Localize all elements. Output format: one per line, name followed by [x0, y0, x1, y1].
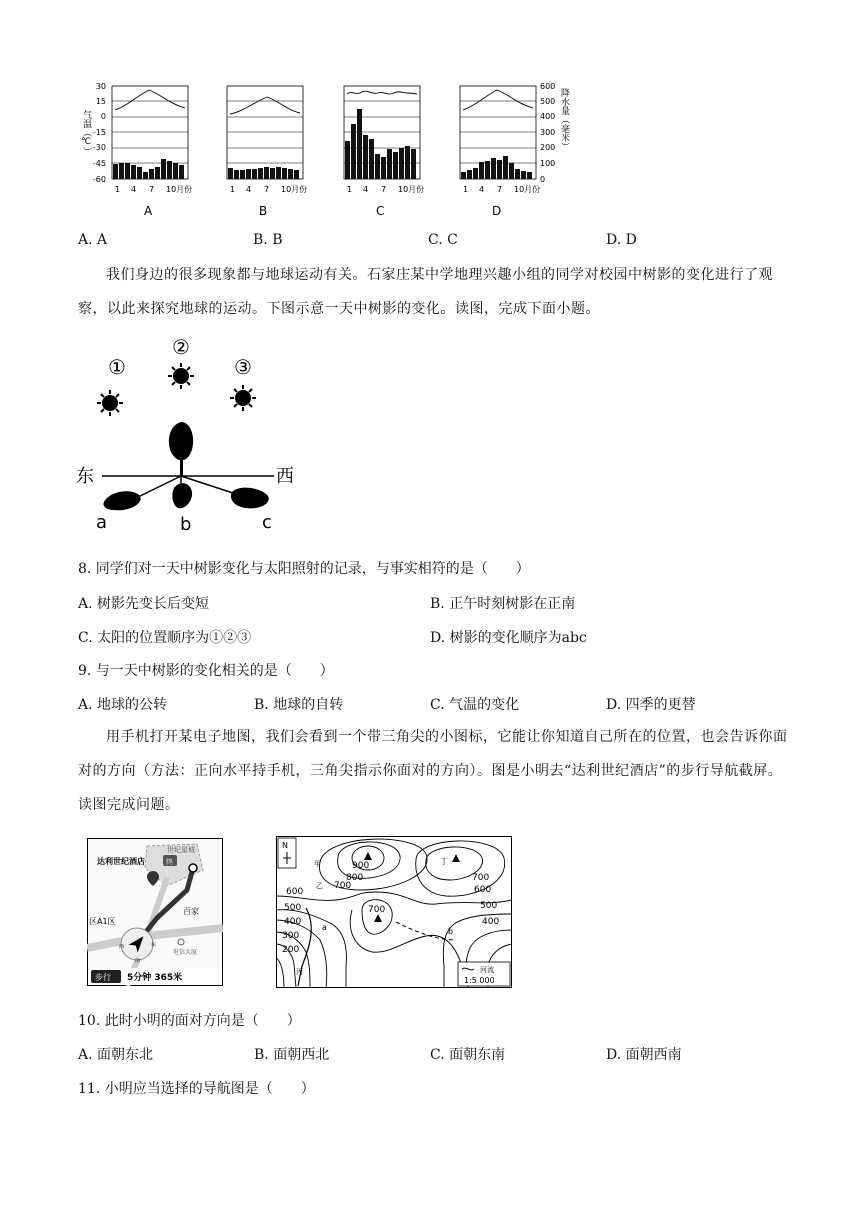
shadow-label-b: b [180, 514, 192, 535]
svg-text:30: 30 [95, 82, 106, 91]
hotel-label: 达利世纪酒店 [97, 857, 145, 866]
nav-map-screenshot [87, 838, 223, 986]
sun-label-1: ① [108, 355, 126, 379]
climate-chart-c [344, 86, 424, 215]
point-b: b [448, 927, 454, 936]
q8-option-d: D. 树影的变化顺序为abc [430, 630, 587, 646]
shadow-a [103, 491, 140, 510]
svg-text:200: 200 [282, 945, 300, 955]
shadow-b [172, 483, 192, 508]
q10-option-c: C. 面朝东南 [430, 1047, 506, 1063]
svg-text:900: 900 [352, 861, 370, 871]
svg-text:7: 7 [149, 185, 155, 194]
svg-text:400: 400 [482, 917, 500, 927]
hotel-badge: 终 [166, 858, 173, 866]
climate-chart-d [460, 82, 555, 215]
temperature-axis-label: 气温（℃） [81, 110, 91, 156]
walk-info: 5分钟 365米 [127, 973, 183, 983]
q8-option-a: A. 树影先变长后变短 [78, 596, 210, 612]
q10-option-b: B. 面朝西北 [254, 1047, 330, 1063]
sun-icon [97, 390, 123, 416]
svg-text:600: 600 [474, 885, 492, 895]
svg-text:1: 1 [115, 185, 121, 194]
point-yi: 乙 [316, 882, 323, 890]
tree-shadow-figure [74, 330, 304, 535]
q8-stem: 8. 同学们对一天中树影变化与太阳照射的记录，与事实相符的是（ ） [78, 561, 530, 577]
chart-label-c: C [376, 204, 385, 215]
svg-text:东: 东 [151, 942, 157, 948]
svg-text:600: 600 [540, 82, 556, 91]
svg-text:15: 15 [95, 97, 106, 106]
q7-option-d: D. D [606, 232, 637, 248]
svg-text:-45: -45 [92, 159, 106, 168]
svg-text:0: 0 [100, 112, 106, 121]
intro-paragraph-2: 用手机打开某电子地图，我们会看到一个带三角尖的小图标，它能让你知道自己所在的位置，也会告诉你面对的方向（方法：正向水平持手机，三角尖指示你面对的方向）。图是小明去“达利世纪酒店”的步行导航截屏。读图完成问题。 [78, 729, 788, 813]
svg-text:200: 200 [540, 143, 556, 152]
q9-option-d: D. 四季的更替 [606, 697, 696, 713]
point-a: a [322, 923, 327, 932]
svg-text:4: 4 [363, 185, 369, 194]
svg-text:400: 400 [284, 917, 302, 927]
chart-label-a: A [144, 204, 153, 215]
svg-text:1: 1 [347, 185, 353, 194]
svg-text:300: 300 [282, 931, 300, 941]
building-label: 电信大厦 [173, 949, 198, 956]
point-jia: 甲 [314, 860, 321, 868]
district-label: 世纪星城 [167, 846, 195, 854]
svg-text:500: 500 [480, 901, 498, 911]
chart-label-b: B [259, 204, 268, 215]
svg-text:-15: -15 [92, 128, 106, 137]
shadow-label-a: a [96, 512, 108, 533]
climate-chart-b [227, 86, 307, 215]
chart-label-d: D [492, 204, 502, 215]
svg-text:-30: -30 [92, 143, 106, 152]
svg-text:400: 400 [540, 112, 556, 121]
svg-text:10月份: 10月份 [514, 185, 541, 194]
svg-text:800: 800 [346, 873, 364, 883]
svg-text:10月份: 10月份 [166, 185, 193, 194]
svg-text:1: 1 [230, 185, 236, 194]
svg-text:10月份: 10月份 [398, 185, 425, 194]
north-label: N [282, 841, 288, 850]
svg-text:1: 1 [463, 185, 469, 194]
svg-text:-60: -60 [92, 175, 106, 184]
scale-label: 1:5 000 [464, 976, 495, 985]
svg-text:4: 4 [131, 185, 137, 194]
area-label: 区A1区 [89, 917, 116, 926]
q8-option-c: C. 太阳的位置顺序为①②③ [78, 630, 252, 646]
svg-text:10月份: 10月份 [281, 185, 308, 194]
q7-option-a: A. A [78, 232, 108, 248]
walk-label: 步行 [95, 973, 111, 982]
svg-text:南: 南 [135, 958, 141, 964]
intro-paragraph-1: 我们身边的很多现象都与地球运动有关。石家庄某中学地理兴趣小组的同学对校园中树影的变化进行了观察，以此来探究地球的运动。下图示意一天中树影的变化。读图，完成下面小题。 [78, 267, 773, 317]
svg-text:7: 7 [497, 185, 503, 194]
point-bing: 丙 [296, 968, 303, 976]
sun-icon [168, 363, 194, 389]
svg-text:600: 600 [286, 887, 304, 897]
svg-text:500: 500 [284, 903, 302, 913]
svg-text:700: 700 [334, 881, 352, 891]
svg-text:700: 700 [472, 873, 490, 883]
svg-text:西: 西 [119, 944, 125, 950]
svg-text:700: 700 [368, 905, 386, 915]
legend-river: 河流 [480, 966, 494, 974]
q7-option-b: B. B [253, 232, 283, 248]
west-label: 西 [276, 466, 294, 487]
q7-option-c: C. C [428, 232, 458, 248]
q11-stem: 11. 小明应当选择的导航图是（ ） [78, 1081, 315, 1097]
tree-icon [169, 422, 193, 476]
svg-text:100: 100 [540, 159, 556, 168]
climate-charts [76, 80, 576, 215]
sun-label-3: ③ [234, 355, 252, 379]
shadow-c [231, 488, 269, 509]
svg-text:300: 300 [540, 128, 556, 137]
q10-option-a: A. 面朝东北 [78, 1047, 154, 1063]
sun-icon [230, 385, 256, 411]
q10-stem: 10. 此时小明的面对方向是（ ） [78, 1013, 301, 1029]
svg-text:0: 0 [540, 175, 546, 184]
svg-text:7: 7 [381, 185, 387, 194]
q9-option-c: C. 气温的变化 [430, 697, 520, 713]
q9-stem: 9. 与一天中树影的变化相关的是（ ） [78, 663, 334, 679]
q10-option-d: D. 面朝西南 [606, 1047, 682, 1063]
east-label: 东 [76, 466, 94, 487]
point-ding: 丁 [440, 857, 448, 866]
climate-chart-a [93, 82, 192, 215]
shop-label: 百家 [183, 907, 199, 916]
precipitation-axis-label: 降水量（毫米） [559, 88, 569, 151]
contour-map [276, 836, 512, 988]
shadow-label-c: c [262, 512, 272, 533]
svg-text:4: 4 [246, 185, 252, 194]
q9-option-a: A. 地球的公转 [78, 697, 168, 713]
q8-option-b: B. 正午时刻树影在正南 [430, 596, 576, 612]
svg-text:500: 500 [540, 97, 556, 106]
q9-option-b: B. 地球的自转 [254, 697, 344, 713]
svg-text:7: 7 [264, 185, 270, 194]
sun-label-2: ② [172, 335, 190, 359]
svg-text:4: 4 [479, 185, 485, 194]
